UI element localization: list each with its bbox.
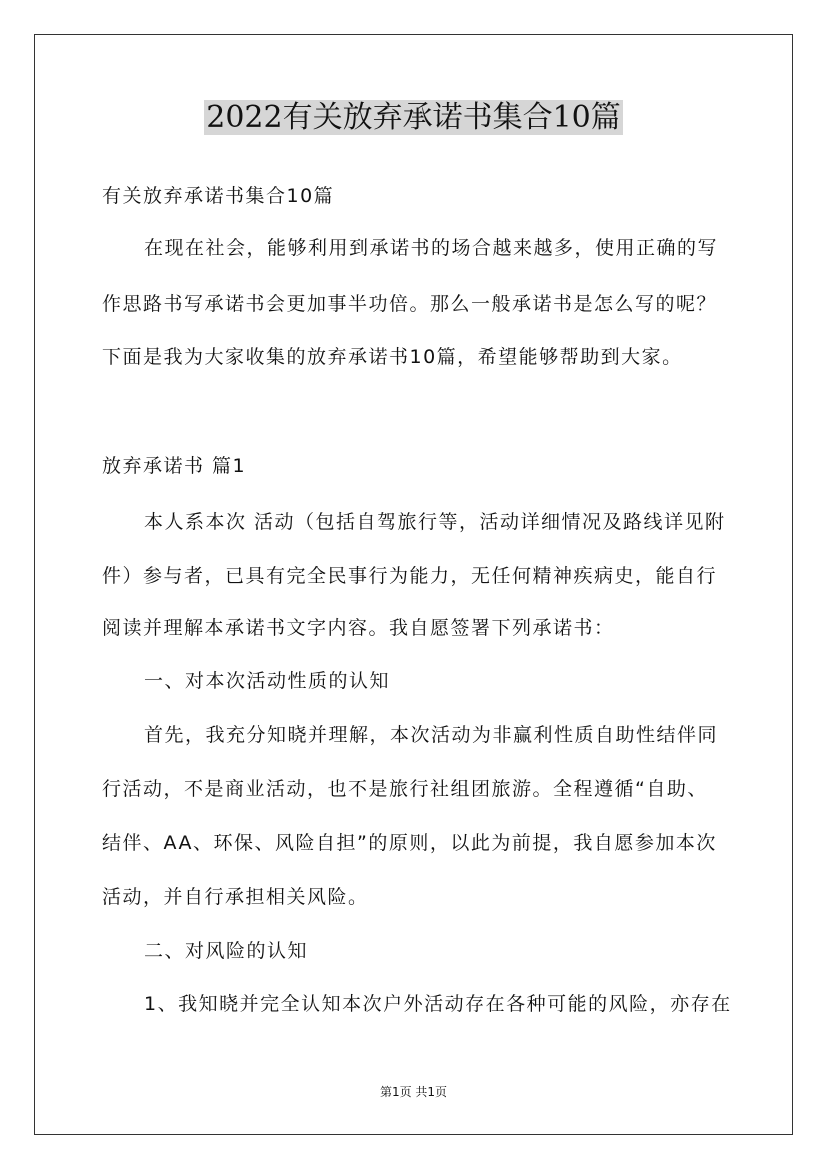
paragraph-line: 在现在社会，能够利用到承诺书的场合越来越多，使用正确的写: [144, 237, 719, 259]
subtitle: 有关放弃承诺书集合10篇: [102, 185, 335, 207]
paragraph-line: 阅读并理解本承诺书文字内容。我自愿签署下列承诺书：: [102, 617, 615, 639]
document-title: [0, 96, 827, 140]
paragraph-line: 件）参与者，已具有完全民事行为能力，无任何精神疾病史，能自行: [102, 565, 718, 587]
subsection-heading: 二、对风险的认知: [144, 940, 309, 962]
paragraph-line: 结伴、AA、环保、风险自担”的原则，以此为前提，我自愿参加本次: [102, 832, 717, 854]
page-footer: 第1页 共1页: [379, 1085, 448, 1099]
section-heading: 放弃承诺书 篇1: [102, 455, 247, 477]
paragraph-line: 作思路书写承诺书会更加事半功倍。那么一般承诺书是怎么写的呢？: [102, 293, 718, 315]
subsection-heading: 一、对本次活动性质的认知: [144, 670, 391, 692]
title-text: 2022有关放弃承诺书集合10篇: [206, 100, 621, 135]
paragraph-line: 下面是我为大家收集的放弃承诺书10篇，希望能够帮助到大家。: [102, 346, 683, 368]
paragraph-line: 行活动，不是商业活动，也不是旅行社组团旅游。全程遵循“自助、: [102, 778, 708, 800]
paragraph-line: 活动，并自行承担相关风险。: [102, 886, 369, 908]
paragraph-line: 1、我知晓并完全认知本次户外活动存在各种可能的风险，亦存在: [144, 993, 732, 1015]
paragraph-line: 本人系本次 活动（包括自驾旅行等，活动详细情况及路线详见附: [144, 511, 726, 533]
paragraph-line: 首先，我充分知晓并理解，本次活动为非赢利性质自助性结伴同: [144, 724, 719, 746]
